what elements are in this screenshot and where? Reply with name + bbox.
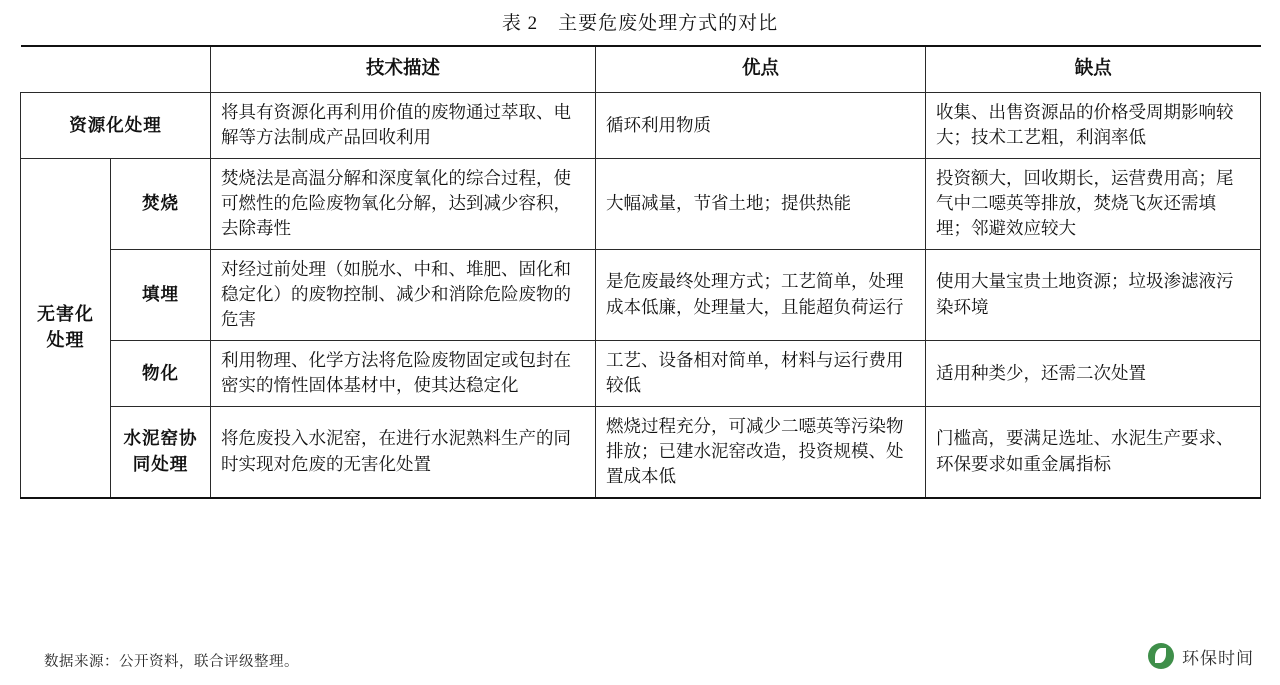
page-title: 表 2 主要危废处理方式的对比 <box>501 13 779 34</box>
cell-disadvantages: 门槛高，要满足选址、水泥生产要求、环保要求如重金属指标 <box>926 406 1261 498</box>
row-category-harmless <box>21 158 111 498</box>
source-note: 数据来源：公开资料，联合评级整理。 <box>44 654 299 670</box>
row-category-resource: 资源化处理 <box>21 92 211 158</box>
row-subcategory-landfill: 填埋 <box>111 249 211 340</box>
row-subcategory-incineration: 焚烧 <box>111 158 211 249</box>
cell-description: 焚烧法是高温分解和深度氧化的综合过程，使可燃性的危险废物氧化分解，达到减少容积，去除毒性 <box>211 158 596 249</box>
watermark <box>1148 643 1254 669</box>
cell-advantages: 是危废最终处理方式；工艺简单，处理成本低廉，处理量大，且能超负荷运行 <box>596 249 926 340</box>
cell-advantages: 工艺、设备相对简单，材料与运行费用较低 <box>596 340 926 406</box>
cell-disadvantages: 投资额大，回收期长，运营费用高；尾气中二噁英等排放，焚烧飞灰还需填埋；邻避效应较大 <box>926 158 1261 249</box>
table-row <box>21 158 1261 249</box>
cell-description: 将危废投入水泥窑，在进行水泥熟料生产的同时实现对危废的无害化处置 <box>211 406 596 498</box>
table-row <box>21 249 1261 340</box>
cell-disadvantages: 收集、出售资源品的价格受周期影响较大；技术工艺粗，利润率低 <box>926 92 1261 158</box>
cell-description: 对经过前处理（如脱水、中和、堆肥、固化和稳定化）的废物控制、减少和消除危险废物的危害 <box>211 249 596 340</box>
cell-advantages: 循环利用物质 <box>596 92 926 158</box>
row-subcategory-cement-kiln: 水泥窑协同处理 <box>111 406 211 498</box>
cell-disadvantages: 使用大量宝贵土地资源；垃圾渗滤液污染环境 <box>926 249 1261 340</box>
leaf-icon <box>1148 643 1174 669</box>
cell-description: 利用物理、化学方法将危险废物固定或包封在密实的惰性固体基材中，使其达稳定化 <box>211 340 596 406</box>
header-description: 技术描述 <box>211 46 596 92</box>
cell-advantages: 燃烧过程充分，可减少二噁英等污染物排放；已建水泥窑改造，投资规模、处置成本低 <box>596 406 926 498</box>
row-category-harmless-label: 无害化处理 <box>37 304 94 350</box>
cell-description: 将具有资源化再利用价值的废物通过萃取、电解等方法制成产品回收利用 <box>211 92 596 158</box>
header-disadvantages: 缺点 <box>926 46 1261 92</box>
row-subcategory-physicochemical: 物化 <box>111 340 211 406</box>
cell-advantages: 大幅减量，节省土地；提供热能 <box>596 158 926 249</box>
table-row <box>21 340 1261 406</box>
cell-disadvantages: 适用种类少，还需二次处置 <box>926 340 1261 406</box>
table-row <box>21 406 1261 498</box>
table-header-row <box>21 46 1261 92</box>
watermark-label: 环保时间 <box>1182 648 1254 668</box>
header-advantages: 优点 <box>596 46 926 92</box>
comparison-table <box>20 45 1261 499</box>
table-row <box>21 92 1261 158</box>
header-blank <box>21 46 211 92</box>
